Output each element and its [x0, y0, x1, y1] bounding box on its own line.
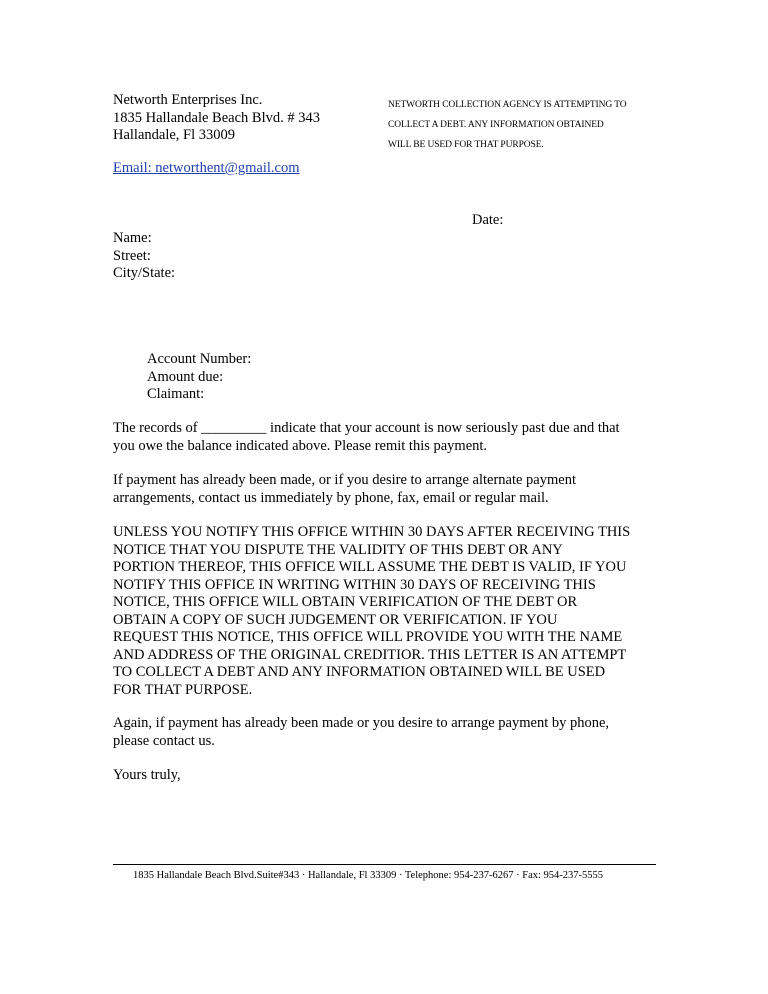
paragraph-line: Again, if payment has already been made or you desire to arrange payment by phone,	[113, 715, 610, 731]
notice-line: COLLECT A DEBT. ANY INFORMATION OBTAINED	[388, 120, 604, 130]
paragraph-line: If payment has already been made, or if you desire to arrange alternate payment	[113, 472, 576, 488]
legal-line: FOR THAT PURPOSE.	[113, 681, 253, 698]
account-block	[147, 351, 251, 404]
legal-line: TO COLLECT A DEBT AND ANY INFORMATION OBTAINED WILL BE USED	[113, 664, 606, 680]
legal-line: NOTICE THAT YOU DISPUTE THE VALIDITY OF THIS DEBT OR ANY	[113, 541, 563, 558]
sender-block	[113, 92, 373, 145]
name-label: Name:	[113, 230, 152, 246]
legal-line: AND ADDRESS OF THE ORIGINAL CREDITIOR. THIS LETTER IS AN ATTEMPT	[113, 646, 627, 663]
date-label: Date:	[472, 212, 504, 228]
sender-address-line1: 1835 Hallandale Beach Blvd. # 343	[113, 109, 320, 126]
email-link[interactable]: Email: networthent@gmail.com	[113, 160, 300, 176]
paragraph-line: you owe the balance indicated above. Please remit this payment.	[113, 437, 488, 454]
paragraph-contact	[113, 715, 673, 750]
records-text-end: indicate that your account is now seriously past due and that	[266, 420, 620, 436]
paragraph-line: arrangements, contact us immediately by phone, fax, email or regular mail.	[113, 489, 549, 506]
paragraph-records	[113, 420, 673, 455]
sender-company: Networth Enterprises Inc.	[113, 92, 263, 108]
sender-address-line2: Hallandale, Fl 33009	[113, 127, 236, 143]
legal-line: REQUEST THIS NOTICE, THIS OFFICE WILL PROVIDE YOU WITH THE NAME	[113, 629, 623, 645]
legal-line: UNLESS YOU NOTIFY THIS OFFICE WITHIN 30 DAYS AFTER RECEIVING THIS	[113, 524, 631, 540]
footer-divider	[113, 864, 656, 865]
notice-line: WILL BE USED FOR THAT PURPOSE.	[388, 140, 544, 150]
paragraph-payment-made	[113, 472, 673, 507]
legal-line: OBTAIN A COPY OF SUCH JUDGEMENT OR VERIFICATION. IF YOU	[113, 611, 558, 628]
notice-line: NETWORTH COLLECTION AGENCY IS ATTEMPTING TO	[388, 100, 627, 110]
legal-line: NOTICE, THIS OFFICE WILL OBTAIN VERIFICATION OF THE DEBT OR	[113, 594, 578, 610]
recipient-block	[113, 230, 175, 283]
paragraph-line: please contact us.	[113, 732, 215, 749]
footer-contact: 1835 Hallandale Beach Blvd.Suite#343 · Hallandale, Fl 33309 · Telephone: 954-237-6267 · Fax: 954-237-5555	[133, 870, 604, 881]
legal-line: PORTION THEREOF, THIS OFFICE WILL ASSUME THE DEBT IS VALID, IF YOU	[113, 559, 627, 575]
amount-due-label: Amount due:	[147, 368, 224, 385]
closing: Yours truly,	[113, 767, 181, 783]
city-state-label: City/State:	[113, 265, 176, 281]
creditor-blank: _________	[201, 420, 267, 436]
account-number-label: Account Number:	[147, 351, 252, 367]
street-label: Street:	[113, 247, 151, 264]
claimant-label: Claimant:	[147, 386, 205, 402]
legal-line: NOTIFY THIS OFFICE IN WRITING WITHIN 30 DAYS OF RECEIVING THIS	[113, 576, 596, 593]
paragraph-legal-notice	[113, 524, 673, 699]
records-text-start: The records of	[113, 420, 202, 436]
collection-notice	[388, 95, 627, 155]
paragraph-line	[113, 420, 673, 438]
